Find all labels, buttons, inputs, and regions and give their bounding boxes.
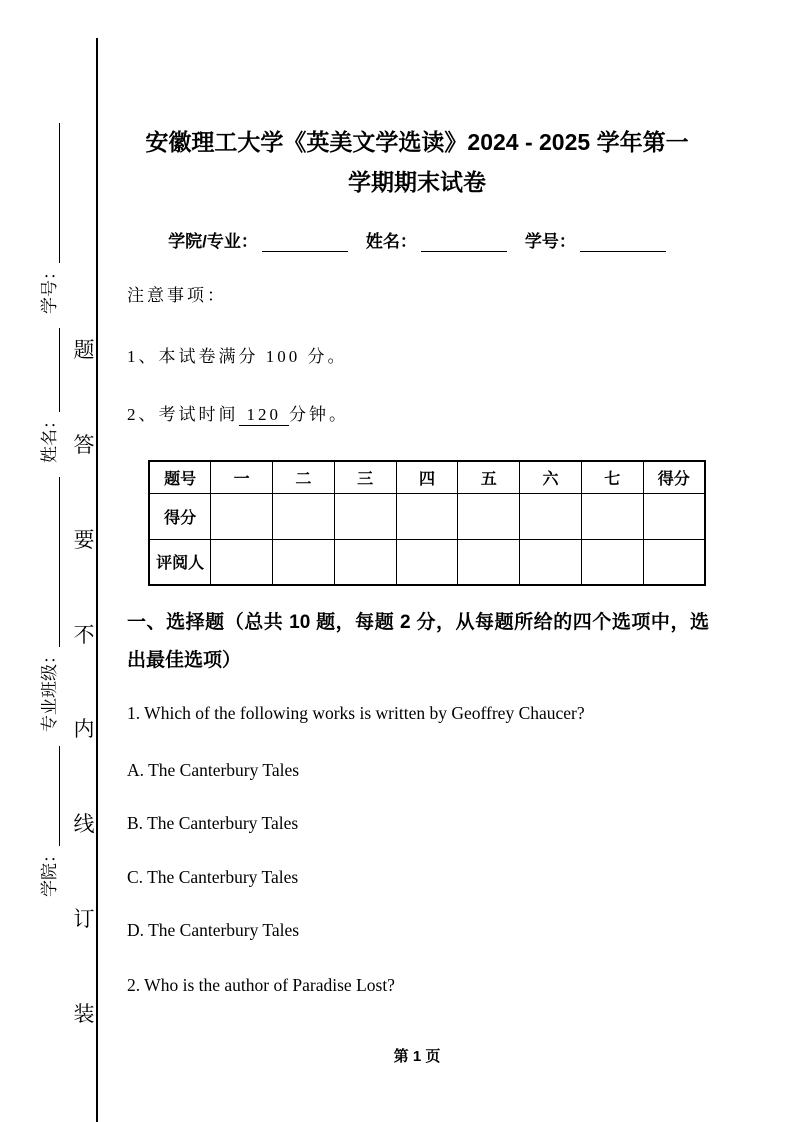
page-number: 第 1 页 — [393, 1048, 441, 1065]
college-major-field — [168, 227, 348, 252]
binding-margin-student-fields — [36, 97, 60, 897]
question-1-option-b: B. The Canterbury Tales — [127, 813, 299, 833]
grader-cell — [273, 539, 335, 585]
notice-item-1: 1、本试卷满分 100 分。 — [127, 347, 348, 366]
name-label: 姓名： — [365, 232, 417, 251]
question-1-option-c: C. The Canterbury Tales — [127, 867, 299, 887]
binding-field-college-blank — [40, 746, 60, 846]
score-cell — [520, 493, 582, 539]
score-table-col-7: 七 — [581, 461, 643, 493]
score-table-col-3: 三 — [334, 461, 396, 493]
question-1-option-d: D. The Canterbury Tales — [127, 920, 300, 940]
grader-cell — [581, 539, 643, 585]
score-cell — [581, 493, 643, 539]
score-table-col-5: 五 — [458, 461, 520, 493]
score-table-col-question-no: 题号 — [149, 461, 211, 493]
score-cell — [643, 493, 705, 539]
binding-warning-char: 装 — [73, 1001, 95, 1026]
score-table-col-score: 得分 — [643, 461, 705, 493]
binding-warning-char: 线 — [73, 812, 95, 837]
score-cell — [211, 493, 273, 539]
student-id-label: 学号： — [524, 232, 576, 251]
notice-item-2 — [127, 400, 349, 426]
question-1-option-a: A. The Canterbury Tales — [127, 760, 300, 780]
grader-cell — [520, 539, 582, 585]
grader-cell — [458, 539, 520, 585]
score-cell — [458, 493, 520, 539]
exam-title-line-1: 安徽理工大学《英美文学选读》2024 - 2025 学年第一 — [145, 129, 689, 155]
student-id-field — [525, 227, 666, 252]
grader-row-label: 评阅人 — [149, 539, 211, 585]
score-table — [148, 460, 706, 586]
score-table-score-row — [149, 493, 705, 539]
question-1: 1. Which of the following works is written by Geoffrey Chaucer? — [127, 703, 585, 723]
binding-warning-text — [70, 334, 98, 1028]
college-major-label: 学院/专业： — [168, 232, 258, 251]
exam-title-line-2: 学期期末试卷 — [348, 169, 486, 195]
grader-cell — [211, 539, 273, 585]
binding-field-major-class — [35, 477, 60, 732]
grader-cell — [643, 539, 705, 585]
binding-warning-char: 答 — [73, 432, 95, 457]
score-cell — [273, 493, 335, 539]
student-info-row — [127, 227, 707, 252]
name-blank — [421, 233, 507, 252]
score-table-grader-row — [149, 539, 705, 585]
binding-warning-char: 要 — [73, 527, 95, 552]
grader-cell — [334, 539, 396, 585]
college-major-blank — [262, 233, 348, 252]
notice-item-2-suffix: 分钟。 — [289, 405, 349, 424]
binding-field-major-class-blank — [40, 477, 60, 647]
grader-cell — [396, 539, 458, 585]
binding-field-name-blank — [40, 328, 60, 412]
binding-warning-char: 内 — [73, 717, 95, 742]
notice-heading: 注意事项： — [127, 286, 227, 305]
exam-duration-value: 120 — [239, 405, 290, 426]
binding-field-student-id-label: 学号： — [40, 263, 59, 314]
question-2: 2. Who is the author of Paradise Lost? — [127, 975, 395, 995]
notice-item-2-prefix: 2、考试时间 — [127, 405, 239, 424]
exam-content — [127, 0, 707, 1122]
binding-warning-char: 订 — [73, 907, 95, 932]
binding-warning-char: 不 — [73, 622, 95, 647]
section-one-heading: 一、选择题（总共 10 题，每题 2 分，从每题所给的四个选项中，选出最佳选项） — [127, 612, 709, 671]
binding-field-student-id — [35, 123, 60, 314]
score-table-header-row — [149, 461, 705, 493]
binding-field-college-label: 学院： — [40, 846, 59, 897]
score-table-col-1: 一 — [211, 461, 273, 493]
score-cell — [334, 493, 396, 539]
binding-field-major-class-label: 专业班级： — [40, 647, 59, 732]
binding-field-college — [35, 746, 60, 897]
score-table-col-4: 四 — [396, 461, 458, 493]
binding-field-student-id-blank — [40, 123, 60, 263]
score-table-col-6: 六 — [520, 461, 582, 493]
binding-field-name — [35, 328, 60, 463]
student-id-blank — [580, 233, 666, 252]
name-field — [366, 227, 507, 252]
binding-warning-char: 题 — [73, 338, 95, 362]
score-table-col-2: 二 — [273, 461, 335, 493]
exam-title — [127, 122, 707, 202]
score-row-label: 得分 — [149, 493, 211, 539]
score-cell — [396, 493, 458, 539]
binding-field-name-label: 姓名： — [40, 412, 59, 463]
